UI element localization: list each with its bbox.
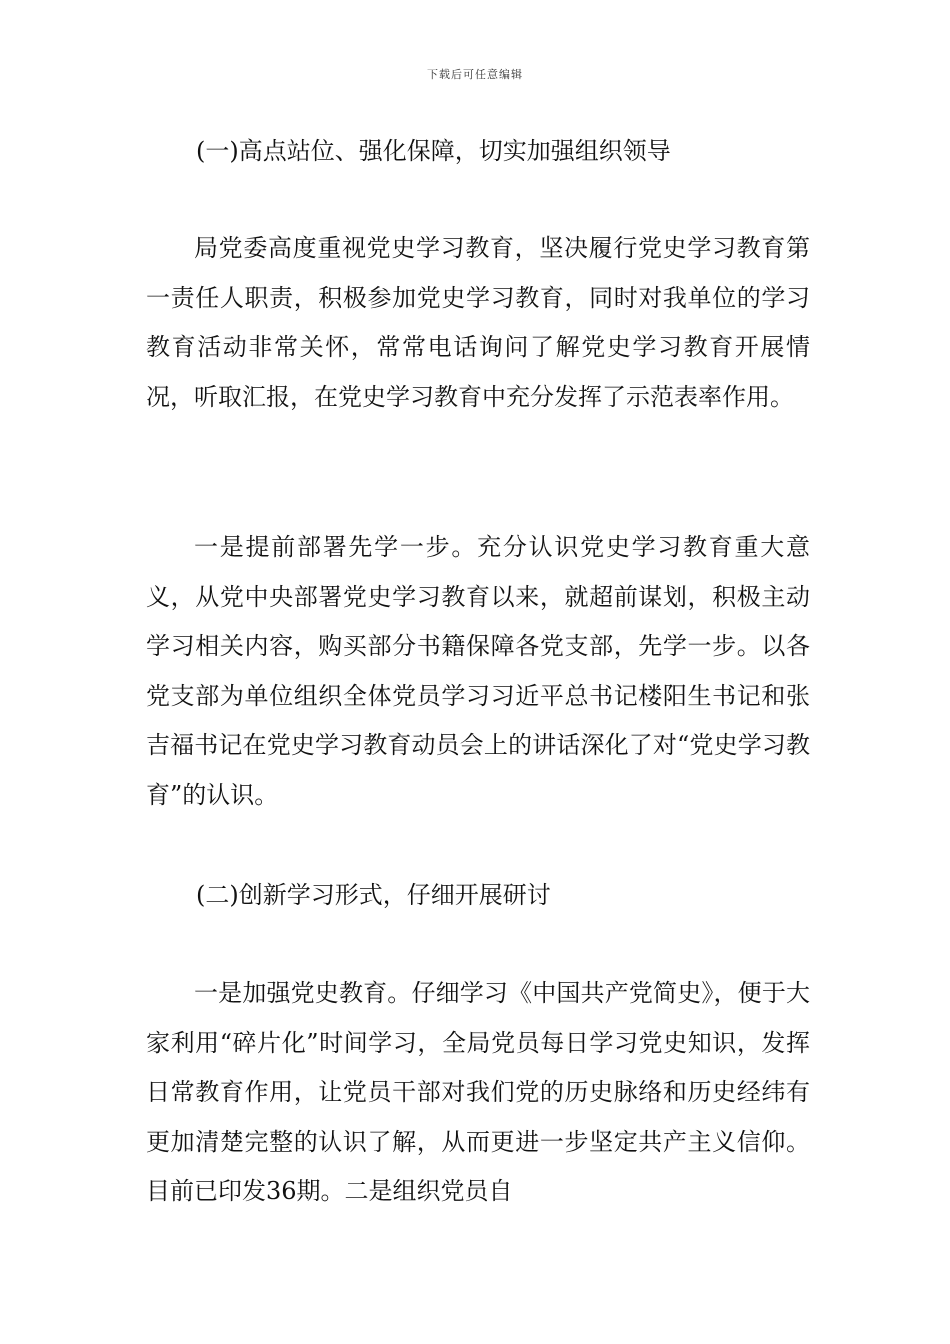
- section-heading-1: (一)高点站位、强化保障，切实加强组织领导: [196, 137, 671, 165]
- section-heading-2: (二)创新学习形式，仔细开展研讨: [196, 881, 551, 909]
- paragraph-3: 一是加强党史教育。仔细学习《中国共产党简史》，便于大家利用“碎片化”时间学习，全局党员每日学习党史知识，发挥日常教育作用，让党员干部对我们党的历史脉络和历史经纬有更加清楚完整的认识了解，从而更进一步坚定共产主义信仰。目前已印发36期。二是组织党员自: [146, 979, 810, 1206]
- header-note: 下载后可任意编辑: [427, 68, 523, 81]
- paragraph-2: 一是提前部署先学一步。充分认识党史学习教育重大意义，从党中央部署党史学习教育以来，就超前谋划，积极主动学习相关内容，购买部分书籍保障各党支部，先学一步。以各党支部为单位组织全体党员学习习近平总书记楼阳生书记和张吉福书记在党史学习教育动员会上的讲话深化了对“党史学习教育”的认识。: [146, 533, 810, 809]
- paragraph-1: 局党委高度重视党史学习教育，坚决履行党史学习教育第一责任人职责，积极参加党史学习教育，同时对我单位的学习教育活动非常关怀，常常电话询问了解党史学习教育开展情况，听取汇报，在党史学习教育中充分发挥了示范表率作用。: [146, 234, 810, 411]
